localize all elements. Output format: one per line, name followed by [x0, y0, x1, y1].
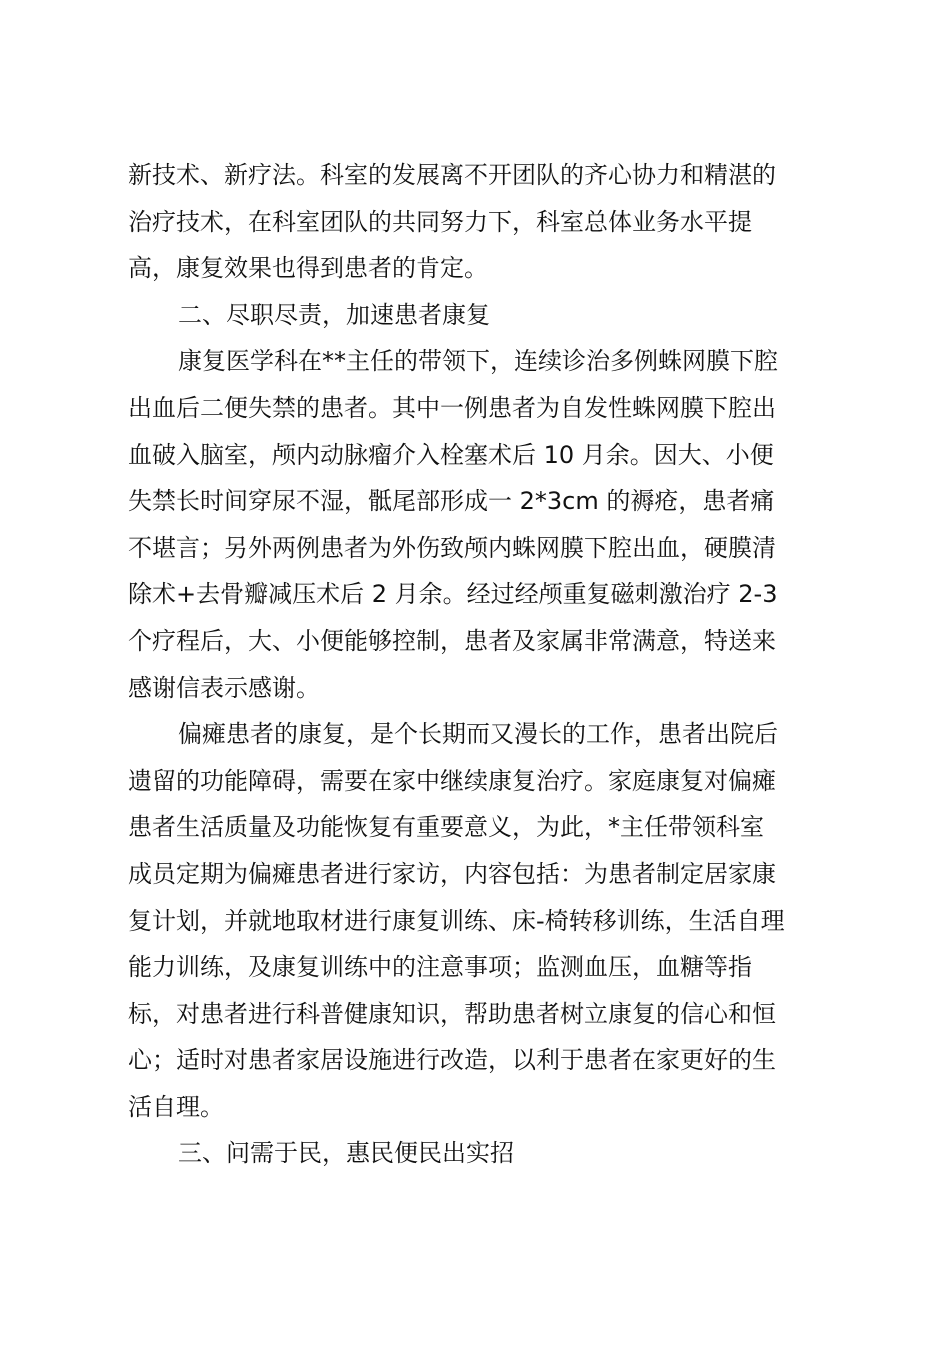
- section-heading-2: 二、尽职尽责，加速患者康复: [178, 300, 490, 329]
- text-line-12: 感谢信表示感谢。: [128, 673, 320, 702]
- text-line-18: 能力训练，及康复训练中的注意事项；监测血压，血糖等指: [128, 953, 752, 982]
- text-line-19: 标，对患者进行科普健康知识，帮助患者树立康复的信心和恒: [128, 999, 776, 1028]
- text-line-11: 个疗程后，大、小便能够控制，患者及家属非常满意，特送来: [128, 626, 776, 655]
- text-line-20: 心；适时对患者家居设施进行改造，以利于患者在家更好的生: [128, 1046, 776, 1075]
- text-line-5: 康复医学科在**主任的带领下，连续诊治多例蛛网膜下腔: [178, 347, 778, 376]
- text-line-13: 偏瘫患者的康复，是个长期而又漫长的工作，患者出院后: [178, 720, 778, 749]
- text-line-6: 出血后二便失禁的患者。其中一例患者为自发性蛛网膜下腔出: [128, 393, 776, 422]
- text-line-3: 高，康复效果也得到患者的肯定。: [128, 254, 488, 283]
- text-line-16: 成员定期为偏瘫患者进行家访，内容包括：为患者制定居家康: [128, 859, 776, 888]
- text-line-8: 失禁长时间穿尿不湿，骶尾部形成一 2*3cm 的褥疮，患者痛: [128, 487, 775, 516]
- text-line-1: 新技术、新疗法。科室的发展离不开团队的齐心协力和精湛的: [128, 161, 776, 189]
- text-line-2: 治疗技术，在科室团队的共同努力下，科室总体业务水平提: [128, 207, 752, 236]
- text-line-15: 患者生活质量及功能恢复有重要意义，为此，*主任带领科室: [128, 813, 764, 842]
- text-line-17: 复计划，并就地取材进行康复训练、床-椅转移训练，生活自理: [128, 906, 785, 935]
- text-line-7: 血破入脑室，颅内动脉瘤介入栓塞术后 10 月余。因大、小便: [128, 440, 774, 469]
- text-line-21: 活自理。: [128, 1092, 224, 1121]
- document-body: [128, 152, 828, 1177]
- section-heading-3: 三、问需于民，惠民便民出实招: [178, 1139, 514, 1168]
- text-line-9: 不堪言；另外两例患者为外伤致颅内蛛网膜下腔出血，硬膜清: [128, 533, 776, 562]
- text-line-10: 除术+去骨瓣减压术后 2 月余。经过经颅重复磁刺激治疗 2-3: [128, 580, 778, 609]
- text-line-14: 遗留的功能障碍，需要在家中继续康复治疗。家庭康复对偏瘫: [128, 766, 776, 795]
